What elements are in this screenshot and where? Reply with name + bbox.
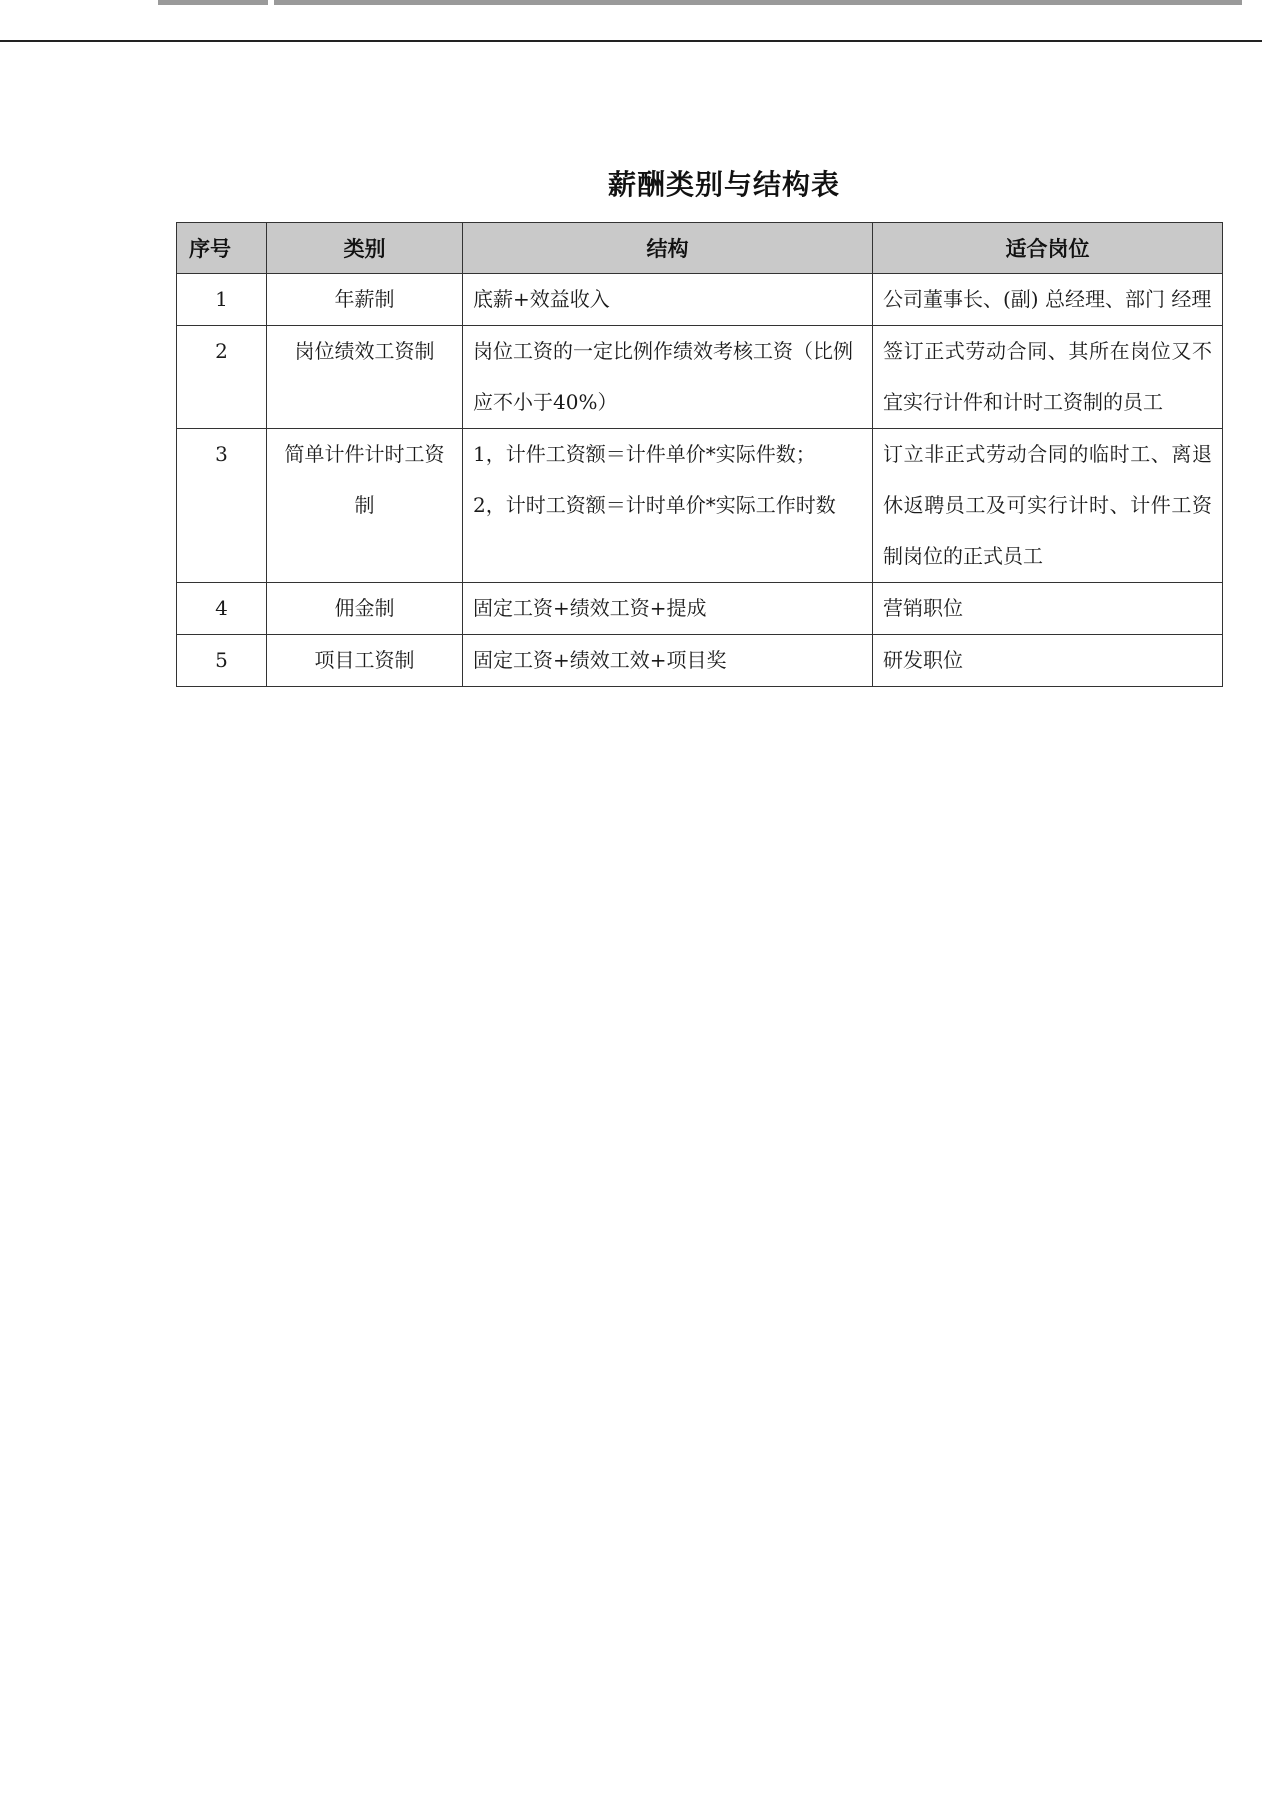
cell-category: 项目工资制 — [267, 635, 463, 687]
table-row — [177, 274, 1223, 326]
cell-no: 2 — [177, 326, 267, 429]
header-no: 序号 — [177, 223, 267, 274]
table-header-row — [177, 223, 1223, 274]
cell-no: 4 — [177, 583, 267, 635]
cell-positions: 签订正式劳动合同、其所在岗位又不宜实行计件和计时工资制的员工 — [873, 326, 1223, 429]
cell-structure: 底薪+效益收入 — [463, 274, 873, 326]
cell-structure — [463, 429, 873, 583]
table-row — [177, 429, 1223, 583]
table-row — [177, 635, 1223, 687]
cell-category: 年薪制 — [267, 274, 463, 326]
structure-line-1: 1，计件工资额＝计件单价*实际件数； — [473, 442, 816, 466]
salary-structure-table — [176, 222, 1223, 687]
cell-no: 1 — [177, 274, 267, 326]
page-title: 薪酬类别与结构表 — [607, 168, 840, 201]
cell-category: 简单计件计时工资制 — [267, 429, 463, 583]
header-structure: 结构 — [463, 223, 873, 274]
header-positions: 适合岗位 — [873, 223, 1223, 274]
cell-structure: 岗位工资的一定比例作绩效考核工资（比例应不小于40%） — [463, 326, 873, 429]
header-bar-right — [274, 0, 1242, 5]
header-category: 类别 — [267, 223, 463, 274]
structure-line-2: 2，计时工资额＝计时单价*实际工作时数 — [473, 493, 836, 517]
cell-category: 岗位绩效工资制 — [267, 326, 463, 429]
cell-no: 3 — [177, 429, 267, 583]
cell-positions: 研发职位 — [873, 635, 1223, 687]
header-bar-left — [158, 0, 268, 5]
header-divider — [0, 40, 1262, 42]
table-row — [177, 326, 1223, 429]
cell-structure: 固定工资+绩效工资+提成 — [463, 583, 873, 635]
cell-positions: 公司董事长、(副) 总经理、部门 经理 — [873, 274, 1223, 326]
cell-no: 5 — [177, 635, 267, 687]
cell-positions: 营销职位 — [873, 583, 1223, 635]
cell-structure: 固定工资+绩效工效+项目奖 — [463, 635, 873, 687]
cell-positions: 订立非正式劳动合同的临时工、离退休返聘员工及可实行计时、计件工资制岗位的正式员工 — [873, 429, 1223, 583]
table-row — [177, 583, 1223, 635]
cell-category: 佣金制 — [267, 583, 463, 635]
